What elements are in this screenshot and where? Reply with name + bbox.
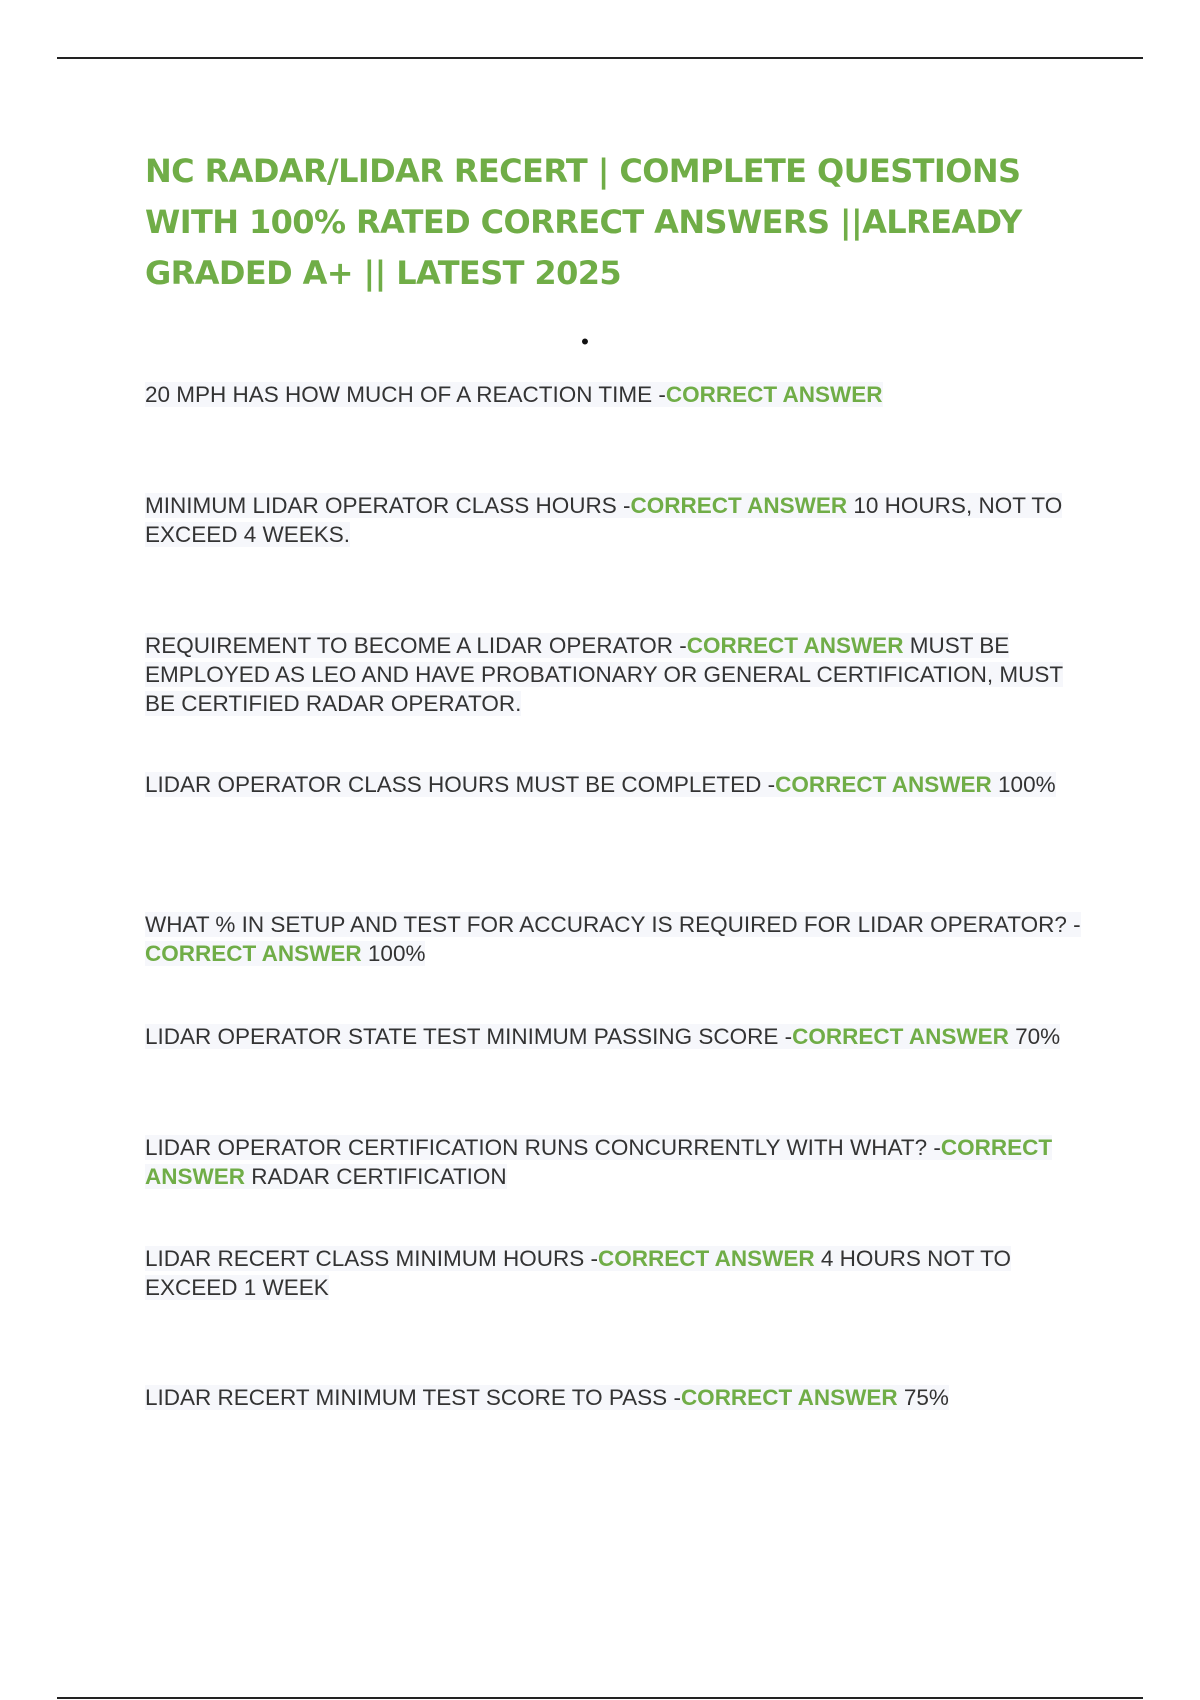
correct-answer-label: CORRECT ANSWER xyxy=(630,493,848,518)
correct-answer-label: CORRECT ANSWER xyxy=(145,1135,1053,1189)
question-text: LIDAR RECERT CLASS MINIMUM HOURS - xyxy=(145,1246,598,1271)
qa-item xyxy=(145,1022,1095,1051)
correct-answer-label: CORRECT ANSWER xyxy=(792,1024,1009,1049)
answer-text: 100% xyxy=(361,941,426,966)
qa-item xyxy=(145,910,1095,968)
qa-item xyxy=(145,1383,1095,1412)
question-text: LIDAR OPERATOR CERTIFICATION RUNS CONCURRENTLY WITH WHAT? - xyxy=(145,1135,941,1160)
top-divider xyxy=(57,57,1143,59)
document-title: NC RADAR/LIDAR RECERT | COMPLETE QUESTIONS WITH 100% RATED CORRECT ANSWERS ||ALREADY GRADED A+ || LATEST 2025 xyxy=(145,152,1022,292)
question-text: REQUIREMENT TO BECOME A LIDAR OPERATOR - xyxy=(145,633,687,658)
qa-item xyxy=(145,491,1095,549)
qa-item xyxy=(145,770,1095,799)
correct-answer-label: CORRECT ANSWER xyxy=(680,1385,898,1410)
question-text: LIDAR OPERATOR STATE TEST MINIMUM PASSING SCORE - xyxy=(145,1024,793,1049)
question-text: LIDAR RECERT MINIMUM TEST SCORE TO PASS - xyxy=(145,1385,681,1410)
question-text: LIDAR OPERATOR CLASS HOURS MUST BE COMPLETED - xyxy=(145,772,776,797)
qa-item xyxy=(145,1244,1095,1302)
bullet-marker: • xyxy=(581,329,589,354)
correct-answer-label: CORRECT ANSWER xyxy=(775,772,992,797)
answer-text: 75% xyxy=(897,1385,949,1410)
question-text: MINIMUM LIDAR OPERATOR CLASS HOURS - xyxy=(145,493,631,518)
answer-text: RADAR CERTIFICATION xyxy=(245,1164,507,1189)
qa-item xyxy=(145,631,1095,718)
answer-text: 10 HOURS, NOT TO EXCEED 4 WEEKS. xyxy=(145,493,1063,547)
question-text: WHAT % IN SETUP AND TEST FOR ACCURACY IS REQUIRED FOR LIDAR OPERATOR? - xyxy=(145,912,1081,937)
correct-answer-label: CORRECT ANSWER xyxy=(145,941,362,966)
qa-item xyxy=(145,380,1095,409)
correct-answer-label: CORRECT ANSWER xyxy=(686,633,904,658)
correct-answer-label: CORRECT ANSWER xyxy=(665,382,883,407)
question-text: 20 MPH HAS HOW MUCH OF A REACTION TIME - xyxy=(145,382,666,407)
answer-text: 4 HOURS NOT TO EXCEED 1 WEEK xyxy=(145,1246,1011,1300)
answer-text: 70% xyxy=(1008,1024,1061,1049)
bottom-divider xyxy=(57,1697,1143,1699)
answer-text: MUST BE EMPLOYED AS LEO AND HAVE PROBATIONARY OR GENERAL CERTIFICATION, MUST BE CERTIFIED RADAR OPERATOR. xyxy=(145,633,1063,716)
correct-answer-label: CORRECT ANSWER xyxy=(597,1246,815,1271)
answer-text: 100% xyxy=(991,772,1056,797)
qa-item xyxy=(145,1133,1095,1191)
